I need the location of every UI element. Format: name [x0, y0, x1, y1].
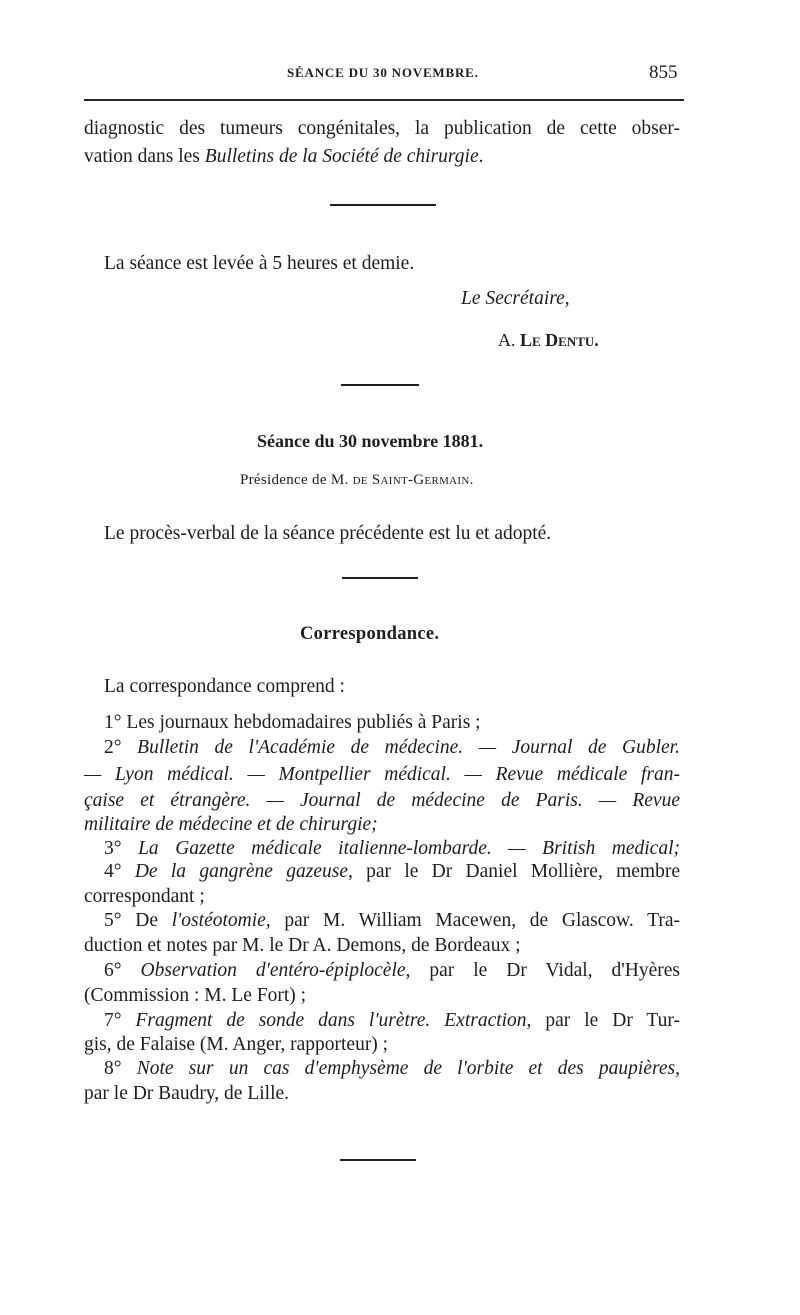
continuation-line-1: diagnostic des tumeurs congénitales, la publication de cette obser- — [84, 118, 680, 139]
correspondence-heading: Correspondance. — [300, 624, 440, 644]
bulletins-title: Bulletins de la Société de chirurgie — [204, 146, 479, 167]
list-item-6-line-2: (Commission : M. Le Fort) ; — [84, 985, 307, 1006]
list-item-2-line-1: 2° Bulletin de l'Académie de médecine. — Journal de Gubler. — [104, 737, 680, 758]
page-number: 855 — [649, 62, 678, 83]
header-rule — [84, 99, 684, 101]
list-item-7-line-1: 7° Fragment de sonde dans l'urètre. Extraction, par le Dr Tur- — [104, 1010, 680, 1031]
presidency-line: Présidence de M. de Saint-Germain. — [240, 472, 474, 488]
session-title: Séance du 30 novembre 1881. — [257, 431, 484, 451]
list-item-4-line-1: 4° De la gangrène gazeuse, par le Dr Daniel Mollière, membre — [104, 861, 680, 882]
list-item-6-line-1: 6° Observation d'entéro-épiplocèle, par le Dr Vidal, d'Hyères — [104, 960, 680, 981]
list-item-5-line-1: 5° De l'ostéotomie, par M. William Macewen, de Glascow. Tra- — [104, 910, 680, 931]
list-item-4-line-2: correspondant ; — [84, 886, 205, 907]
separator-rule — [340, 1159, 416, 1161]
secretary-signature: A. Le Dentu. — [498, 330, 599, 350]
secretary-title: Le Secrétaire, — [461, 288, 570, 309]
list-item-3: 3° La Gazette médicale italienne-lombarde. — British medical; — [104, 838, 680, 859]
list-item-2-line-4: militaire de médecine et de chirurgie; — [84, 814, 378, 835]
list-item-7-line-2: gis, de Falaise (M. Anger, rapporteur) ; — [84, 1034, 389, 1055]
separator-rule — [341, 384, 419, 386]
correspondence-intro: La correspondance comprend : — [104, 676, 345, 697]
list-item-2-line-2: — Lyon médical. — Montpellier médical. — Revue médicale fran- — [84, 764, 680, 785]
list-item-5-line-2: duction et notes par M. le Dr A. Demons, de Bordeaux ; — [84, 935, 521, 956]
list-item-8-line-2: par le Dr Baudry, de Lille. — [84, 1083, 290, 1104]
list-item-1: 1° Les journaux hebdomadaires publiés à Paris ; — [104, 712, 481, 733]
list-item-2-line-3: çaise et étrangère. — Journal de médecine de Paris. — Revue — [84, 790, 680, 811]
running-title: SÉANCE DU 30 NOVEMBRE. — [287, 65, 479, 80]
separator-rule — [330, 204, 436, 206]
adjourn-line: La séance est levée à 5 heures et demie. — [104, 253, 415, 274]
list-item-8-line-1: 8° Note sur un cas d'emphysème de l'orbite et des paupières, — [104, 1058, 680, 1079]
minutes-line: Le procès-verbal de la séance précédente est lu et adopté. — [104, 523, 552, 544]
separator-rule — [342, 577, 418, 579]
continuation-line-2: vation dans les Bulletins de la Société de chirurgie. — [84, 146, 484, 167]
